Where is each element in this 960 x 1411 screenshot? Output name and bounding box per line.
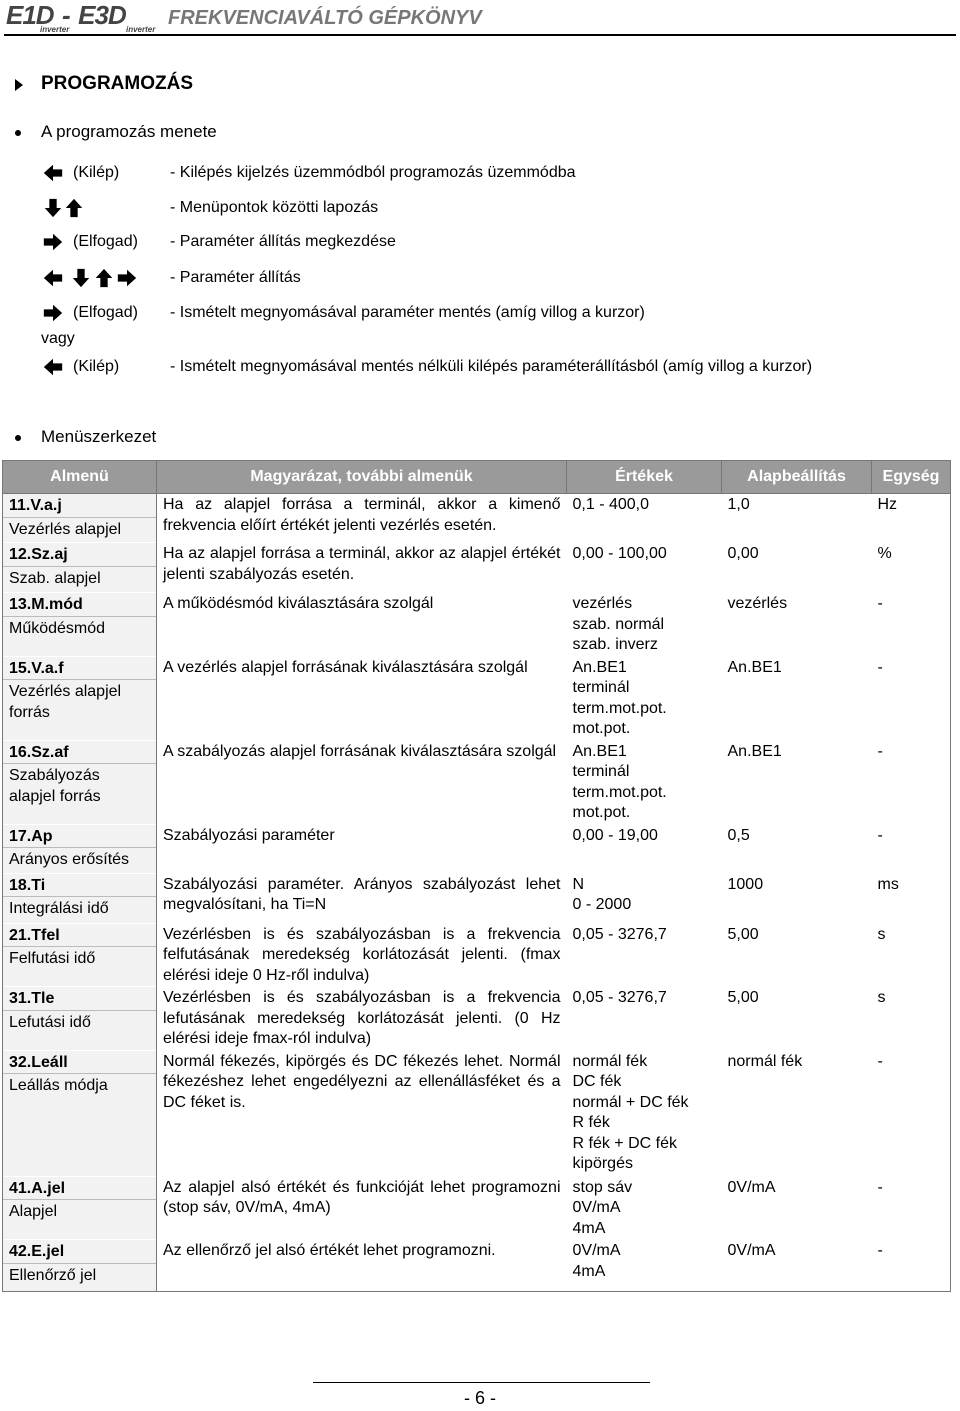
menu-code: 11.V.a.j [3, 494, 156, 518]
desc-cell: Normál fékezés, kipörgés és DC fékezés lehet. Normál fékezéshez lehet engedélyezni az ellenállásféket és a DC féket is. [157, 1050, 567, 1176]
menu-code: 15.V.a.f [3, 657, 156, 681]
value-option: DC fék [572, 1073, 622, 1090]
step-desc: - Ismételt megnyomásával paraméter mentés (amíg villog a kurzor) [170, 304, 645, 321]
unit-cell: Hz [872, 494, 951, 543]
desc-cell: Szabályozási paraméter. Arányos szabályozást lehet megvalósítani, ha Ti=N [157, 873, 567, 923]
col-header: Magyarázat, további almenük [157, 461, 567, 494]
values-cell [567, 593, 722, 657]
default-cell: An.BE1 [722, 656, 872, 740]
left-arrow-icon [42, 162, 64, 184]
step-desc: - Paraméter állítás [170, 269, 301, 286]
logo-e1d: E1D [6, 0, 54, 30]
step-desc: - Paraméter állítás megkezdése [170, 233, 396, 250]
menu-code: 21.Tfel [3, 924, 156, 948]
left-arrow-icon [42, 267, 64, 289]
up-arrow-icon [63, 197, 85, 219]
bullet-icon [15, 435, 21, 441]
logo-dash: - [62, 0, 70, 30]
value-option: mot.pot. [572, 720, 631, 737]
value-option: 0,00 - 100,00 [572, 545, 667, 562]
value-option: R fék [572, 1114, 610, 1131]
menu-name: Felfutási idő [9, 950, 96, 967]
col-header: Alapbeállítás [722, 461, 872, 494]
menu-cell [3, 1176, 157, 1240]
section-title: PROGRAMOZÁS [41, 73, 193, 94]
value-option: An.BE1 [572, 742, 627, 760]
value-option: terminál [572, 679, 630, 696]
table-row [3, 1176, 951, 1240]
logo-sub-left: inverter [40, 25, 70, 34]
value-option: 0V/mA [572, 1199, 621, 1216]
menu-code: 31.Tle [3, 987, 156, 1011]
subsection-title-menu: Menüszerkezet [41, 427, 157, 446]
menu-name: Ellenőrző jel [9, 1266, 97, 1284]
default-cell: 0V/mA [722, 1176, 872, 1240]
desc-cell: Szabályozási paraméter [157, 824, 567, 873]
default-cell: vezérlés [722, 593, 872, 657]
unit-cell: s [872, 987, 951, 1051]
table-row [3, 593, 951, 657]
table-row [3, 873, 951, 923]
logo-sub-right: inverter [126, 25, 156, 34]
page-number: - 6 - [463, 1388, 496, 1408]
menu-code: 42.E.jel [3, 1240, 156, 1264]
default-cell: 5,00 [722, 923, 872, 987]
menu-cell [3, 1050, 157, 1176]
right-arrow-icon [42, 231, 64, 253]
value-option: 0,05 - 3276,7 [572, 989, 667, 1006]
value-option: stop sáv [572, 1178, 633, 1196]
default-cell: 0,00 [722, 543, 872, 593]
table-row [3, 1050, 951, 1176]
menu-name: Vezérlés alapjel [9, 520, 122, 538]
menu-code: 18.Ti [3, 874, 156, 898]
values-cell [567, 873, 722, 923]
table-row [3, 656, 951, 740]
values-cell [567, 923, 722, 987]
value-option: 0,00 - 19,00 [572, 826, 658, 844]
desc-cell: Az alapjel alsó értékét és funkcióját lehet programozni (stop sáv, 0V/mA, 4mA) [157, 1176, 567, 1240]
menu-code: 13.M.mód [3, 593, 156, 617]
default-cell: normál fék [722, 1050, 872, 1176]
down-arrow-icon [70, 267, 92, 289]
menu-cell [3, 873, 157, 923]
menu-cell [3, 987, 157, 1051]
values-cell [567, 987, 722, 1051]
unit-cell: - [872, 593, 951, 657]
desc-cell: A vezérlés alapjel forrásának kiválasztására szolgál [157, 656, 567, 740]
left-arrow-icon [42, 356, 64, 378]
unit-cell: - [872, 824, 951, 873]
header-rule [4, 34, 956, 36]
up-arrow-icon [93, 267, 115, 289]
col-header: Egység [872, 461, 951, 494]
menu-name: Leállás módja [9, 1077, 108, 1094]
table-row [3, 543, 951, 593]
footer-rule [313, 1382, 650, 1383]
menu-cell [3, 824, 157, 873]
value-option: vezérlés [572, 595, 633, 612]
unit-cell: s [872, 923, 951, 987]
desc-cell: Vezérlésben is és szabályozásban is a frekvencia felfutásának meredekség korlátozását jelenti. (fmax elérési ideje 0 Hz-ről indulva) [157, 923, 567, 987]
value-option: An.BE1 [572, 658, 627, 676]
col-header: Almenü [3, 461, 157, 494]
value-option: N [572, 875, 585, 893]
menu-name: Integrálási idő [9, 900, 109, 917]
menu-name: Működésmód [9, 619, 106, 637]
unit-cell: - [872, 1050, 951, 1176]
header-title: FREKVENCIAVÁLTÓ GÉPKÖNYV [168, 7, 482, 29]
value-option: term.mot.pot. [572, 783, 667, 801]
menu-cell [3, 740, 157, 824]
value-option: mot.pot. [572, 804, 631, 821]
default-cell: 0V/mA [722, 1240, 872, 1292]
desc-cell: Vezérlésben is és szabályozásban is a frekvencia lefutásának meredekség korlátozását jelenti. (0 Hz elérési ideje fmax-ról indulva) [157, 987, 567, 1051]
menu-name: Vezérlés alapjel forrás [9, 683, 122, 721]
values-cell [567, 1240, 722, 1292]
menu-cell [3, 1240, 157, 1292]
value-option: terminál [572, 763, 630, 780]
value-option: 4mA [572, 1262, 606, 1280]
unit-cell: ms [872, 873, 951, 923]
menu-cell [3, 656, 157, 740]
menu-name: Lefutási idő [9, 1013, 91, 1031]
down-arrow-icon [42, 197, 64, 219]
menu-name: Alapjel [9, 1203, 58, 1220]
unit-cell: - [872, 1240, 951, 1292]
table-row [3, 494, 951, 543]
menu-code: 12.Sz.aj [3, 543, 156, 567]
desc-cell: A működésmód kiválasztására szolgál [157, 593, 567, 657]
step-key-label: (Elfogad) [73, 233, 138, 250]
desc-cell: A szabályozás alapjel forrásának kiválasztására szolgál [157, 740, 567, 824]
step-desc: - Kilépés kijelzés üzemmódból programozás üzemmódba [170, 164, 576, 181]
menu-name: Szab. alapjel [9, 569, 101, 587]
unit-cell: - [872, 740, 951, 824]
table-row [3, 987, 951, 1051]
default-cell: 0,5 [722, 824, 872, 873]
menu-name: Szabályozás alapjel forrás [9, 767, 101, 805]
value-option: 0 - 2000 [572, 896, 632, 913]
values-cell [567, 1176, 722, 1240]
menu-cell [3, 494, 157, 543]
value-option: 4mA [572, 1219, 606, 1237]
step-key-label: (Kilép) [73, 164, 120, 181]
menu-table [2, 460, 951, 1292]
right-arrow-icon [116, 267, 138, 289]
default-cell: 5,00 [722, 987, 872, 1051]
value-option: 0,05 - 3276,7 [572, 925, 667, 943]
desc-cell: Ha az alapjel forrása a terminál, akkor az alapjel értékét jelenti szabályozás esetén. [157, 543, 567, 593]
desc-cell: Ha az alapjel forrása a terminál, akkor a kimenő frekvencia előírt értékét jelenti vezérlés esetén. [157, 494, 567, 543]
value-option: szab. inverz [572, 636, 658, 653]
desc-cell: Az ellenőrző jel alsó értékét lehet programozni. [157, 1240, 567, 1292]
values-cell [567, 824, 722, 873]
step-key-label: (Elfogad) [73, 304, 138, 321]
values-cell [567, 656, 722, 740]
menu-code: 41.A.jel [3, 1177, 156, 1201]
value-option: normál + DC fék [572, 1093, 689, 1111]
table-header-row [3, 461, 951, 494]
menu-cell [3, 593, 157, 657]
or-label: vagy [41, 330, 75, 347]
default-cell: 1,0 [722, 494, 872, 543]
values-cell [567, 740, 722, 824]
col-header: Értékek [567, 461, 722, 494]
step-desc: - Ismételt megnyomásával mentés nélküli kilépés paraméterállításból (amíg villog a kurzor) [170, 358, 813, 375]
menu-code: 17.Ap [3, 825, 156, 849]
step-key-label: (Kilép) [73, 358, 120, 375]
menu-cell [3, 543, 157, 593]
value-option: 0V/mA [572, 1242, 621, 1259]
table-row [3, 740, 951, 824]
values-cell [567, 494, 722, 543]
default-cell: 1000 [722, 873, 872, 923]
section-arrow-icon [15, 79, 23, 91]
bullet-icon [15, 130, 21, 136]
table-row [3, 824, 951, 873]
menu-name: Arányos erősítés [9, 851, 130, 868]
value-option: normál fék [572, 1052, 648, 1070]
menu-code: 32.Leáll [3, 1051, 156, 1075]
menu-cell [3, 923, 157, 987]
value-option: 0,1 - 400,0 [572, 496, 649, 513]
table-row [3, 1240, 951, 1292]
value-option: szab. normál [572, 615, 665, 633]
values-cell [567, 543, 722, 593]
right-arrow-icon [42, 302, 64, 324]
default-cell: An.BE1 [722, 740, 872, 824]
unit-cell: - [872, 1176, 951, 1240]
values-cell [567, 1050, 722, 1176]
value-option: kipörgés [572, 1155, 633, 1172]
step-desc: - Menüpontok közötti lapozás [170, 199, 379, 216]
table-row [3, 923, 951, 987]
subsection-title-programming: A programozás menete [41, 122, 217, 141]
menu-code: 16.Sz.af [3, 741, 156, 765]
value-option: R fék + DC fék [572, 1134, 677, 1152]
unit-cell: % [872, 543, 951, 593]
logo-e3d: E3D [78, 0, 126, 30]
value-option: term.mot.pot. [572, 699, 667, 717]
unit-cell: - [872, 656, 951, 740]
